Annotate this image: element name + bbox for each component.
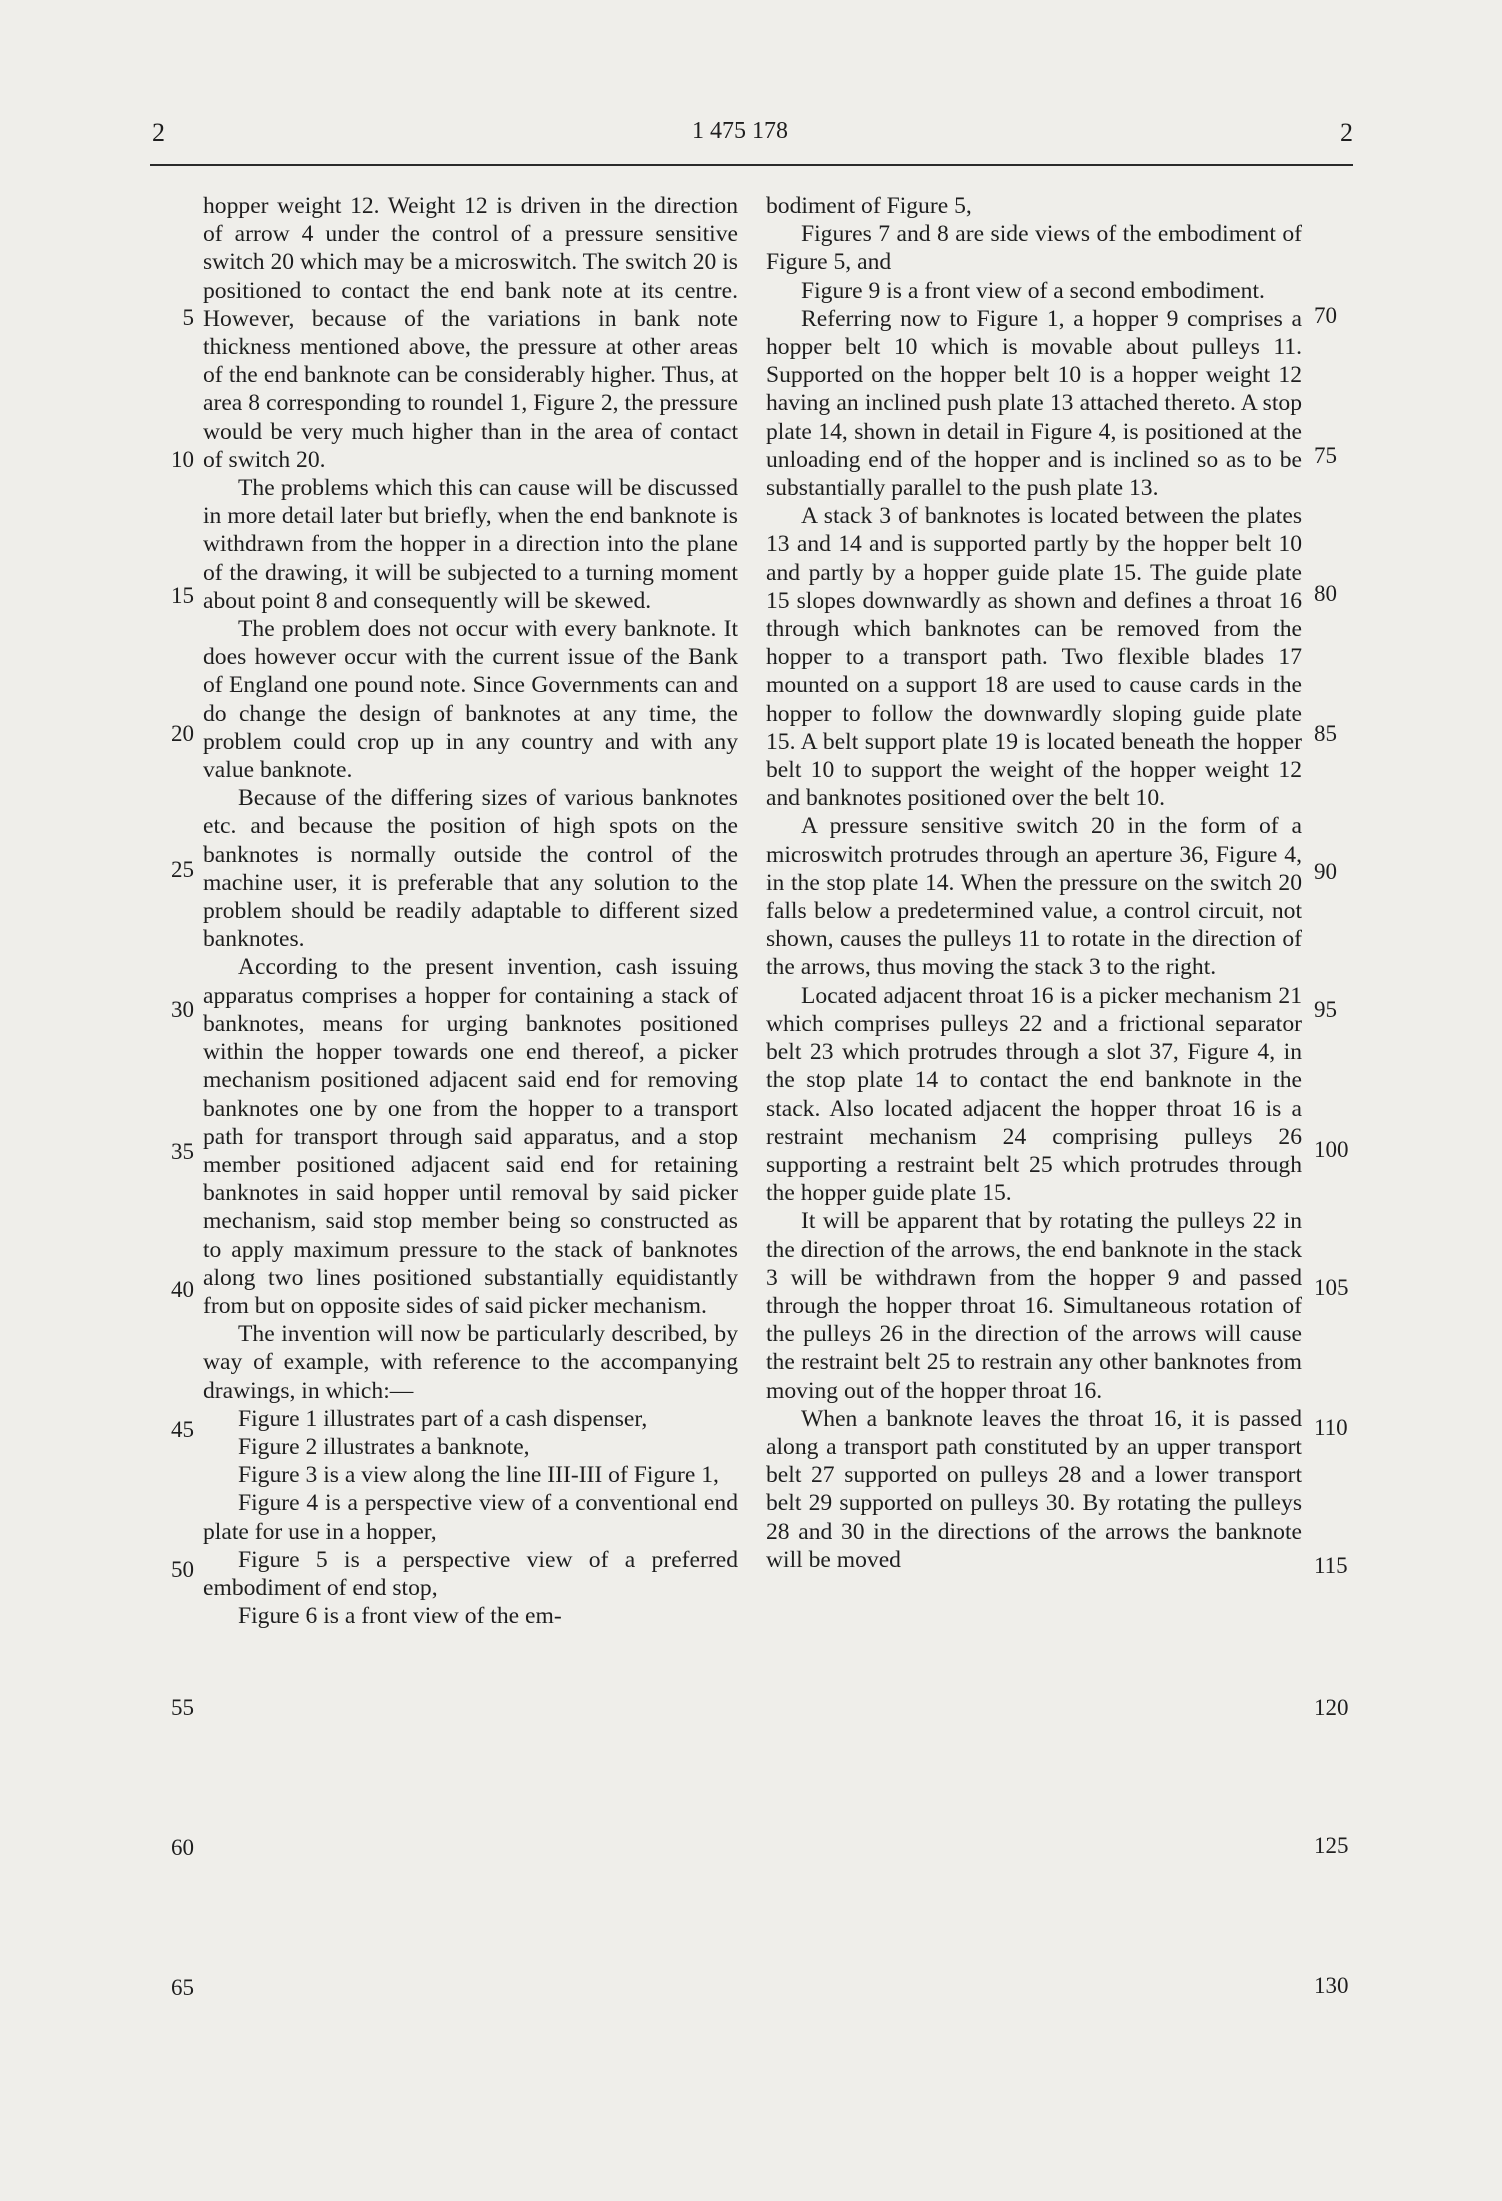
paragraph: Figure 9 is a front view of a second embodiment. [801,277,1265,304]
line-number: 110 [1314,1415,1348,1440]
line-number: 20 [171,721,194,746]
paragraph: bodiment of Figure 5, [766,193,972,219]
line-number: 100 [1314,1137,1349,1162]
line-number: 50 [171,1557,194,1582]
paragraph: Figure 2 illustrates a banknote, [238,1433,530,1460]
paragraph: Figure 5 is a perspective view of a preferred embodiment of end stop, [203,1546,738,1601]
paragraph: Figure 1 illustrates part of a cash dispenser, [238,1405,648,1432]
left-text-column [203,192,738,1630]
header-rule [150,164,1353,166]
line-number: 55 [171,1695,194,1720]
paragraph: A pressure sensitive switch 20 in the form of a microswitch protrudes through an aperture 36, Figure 4, in the stop plate 14. When the pressure on the switch 20 falls below a predetermined value, a control circuit, not shown, causes the pulleys 11 to rotate in the direction of the arrows, thus moving the stack 3 to the right. [766,813,1302,981]
line-number: 10 [171,447,194,472]
paragraph: Figures 7 and 8 are side views of the embodiment of Figure 5, and [766,221,1302,276]
paragraph: The problems which this can cause will be discussed in more detail later but briefly, when the end banknote is withdrawn from the hopper in a direction into the plane of the drawing, it will be subjected to a turning moment about point 8 and consequently will be skewed. [203,475,738,614]
line-number: 130 [1314,1973,1349,1998]
paragraph: The invention will now be particularly described, by way of example, with reference to the accompanying drawings, in which:— [203,1321,738,1404]
patent-number: 1 475 178 [692,118,788,144]
line-number: 75 [1314,443,1337,468]
paragraph: Because of the differing sizes of various banknotes etc. and because the position of high spots on the banknotes is normally outside the control of the machine user, it is preferable that any solution to the problem should be readily adaptable to different sized banknotes. [203,785,738,953]
line-number: 65 [171,1975,194,2000]
line-number: 40 [171,1277,194,1302]
line-number: 25 [171,857,194,882]
line-number: 120 [1314,1695,1349,1720]
line-number: 70 [1314,303,1337,328]
paragraph: The problem does not occur with every banknote. It does however occur with the current issue of the Bank of England one pound note. Since Governments can and do change the design of banknotes at any time, the problem could crop up in any country and with any value banknote. [203,616,738,784]
page-number-right: 2 [1340,118,1353,147]
paragraph: When a banknote leaves the throat 16, it is passed along a transport path constituted by an upper transport belt 27 supported on pulleys 28 and a lower transport belt 29 supported on pulleys 30. By rotating the pulleys 28 and 30 in the directions of the arrows the banknote will be moved [766,1405,1302,1573]
paragraph: A stack 3 of banknotes is located between the plates 13 and 14 and is supported partly by the hopper belt 10 and partly by a hopper guide plate 15. The guide plate 15 slopes downwardly as shown and defines a throat 16 through which banknotes can be removed from the hopper to a transport path. Two flexible blades 17 mounted on a support 18 are used to cause cards in the hopper to follow the downwardly sloping guide plate 15. A belt support plate 19 is located beneath the hopper belt 10 to support the weight of the hopper weight 12 and banknotes positioned over the belt 10. [766,503,1302,812]
line-number: 95 [1314,997,1337,1022]
line-number: 45 [171,1417,194,1442]
line-number: 115 [1314,1553,1348,1578]
paragraph: Figure 4 is a perspective view of a conventional end plate for use in a hopper, [203,1490,738,1545]
paragraph: Figure 3 is a view along the line III-III of Figure 1, [238,1462,719,1489]
line-number: 125 [1314,1833,1349,1858]
line-number: 5 [182,305,194,330]
line-number: 15 [171,583,194,608]
paragraph: Figure 6 is a front view of the em- [238,1603,562,1630]
paragraph: Located adjacent throat 16 is a picker mechanism 21 which comprises pulleys 22 and a frictional separator belt 23 which protrudes through a slot 37, Figure 4, in the stop plate 14 to contact the end banknote in the stack. Also located adjacent the hopper throat 16 is a restraint mechanism 24 comprising pulleys 26 supporting a restraint belt 25 which protrudes through the hopper guide plate 15. [766,982,1302,1207]
page-number-left: 2 [152,118,165,147]
paragraph: hopper weight 12. Weight 12 is driven in the direction of arrow 4 under the control of a pressure sensitive switch 20 which may be a microswitch. The switch 20 is positioned to contact the end bank note at its centre. However, because of the variations in bank note thickness mentioned above, the pressure at other areas of the end banknote can be considerably higher. Thus, at area 8 corresponding to roundel 1, Figure 2, the pressure would be very much higher than in the area of contact of switch 20. [203,193,738,473]
line-number: 30 [171,997,194,1022]
paragraph: According to the present invention, cash issuing apparatus comprises a hopper for containing a stack of banknotes, means for urging banknotes positioned within the hopper towards one end thereof, a picker mechanism positioned adjacent said end for removing banknotes one by one from the hopper to a transport path for transport through said apparatus, and a stop member positioned adjacent said end for retaining banknotes in said hopper until removal by said picker mechanism, said stop member being so constructed as to apply maximum pressure to the stack of banknotes along two lines positioned substantially equidistantly from but on opposite sides of said picker mechanism. [203,954,738,1319]
line-number: 60 [171,1835,194,1860]
line-number: 80 [1314,581,1337,606]
paragraph: Referring now to Figure 1, a hopper 9 comprises a hopper belt 10 which is movable about pulleys 11. Supported on the hopper belt 10 is a hopper weight 12 having an inclined push plate 13 attached thereto. A stop plate 14, shown in detail in Figure 4, is positioned at the unloading end of the hopper and is inclined so as to be substantially parallel to the push plate 13. [766,305,1302,502]
right-text-column [766,192,1302,1574]
line-number: 105 [1314,1275,1349,1300]
paragraph: It will be apparent that by rotating the pulleys 22 in the direction of the arrows, the end banknote in the stack 3 will be withdrawn from the hopper 9 and passed through the hopper throat 16. Simultaneous rotation of the pulleys 26 in the direction of the arrows will cause the restraint belt 25 to restrain any other banknotes from moving out of the hopper throat 16. [766,1208,1302,1404]
line-number: 85 [1314,721,1337,746]
line-number: 90 [1314,859,1337,884]
line-number: 35 [171,1139,194,1164]
